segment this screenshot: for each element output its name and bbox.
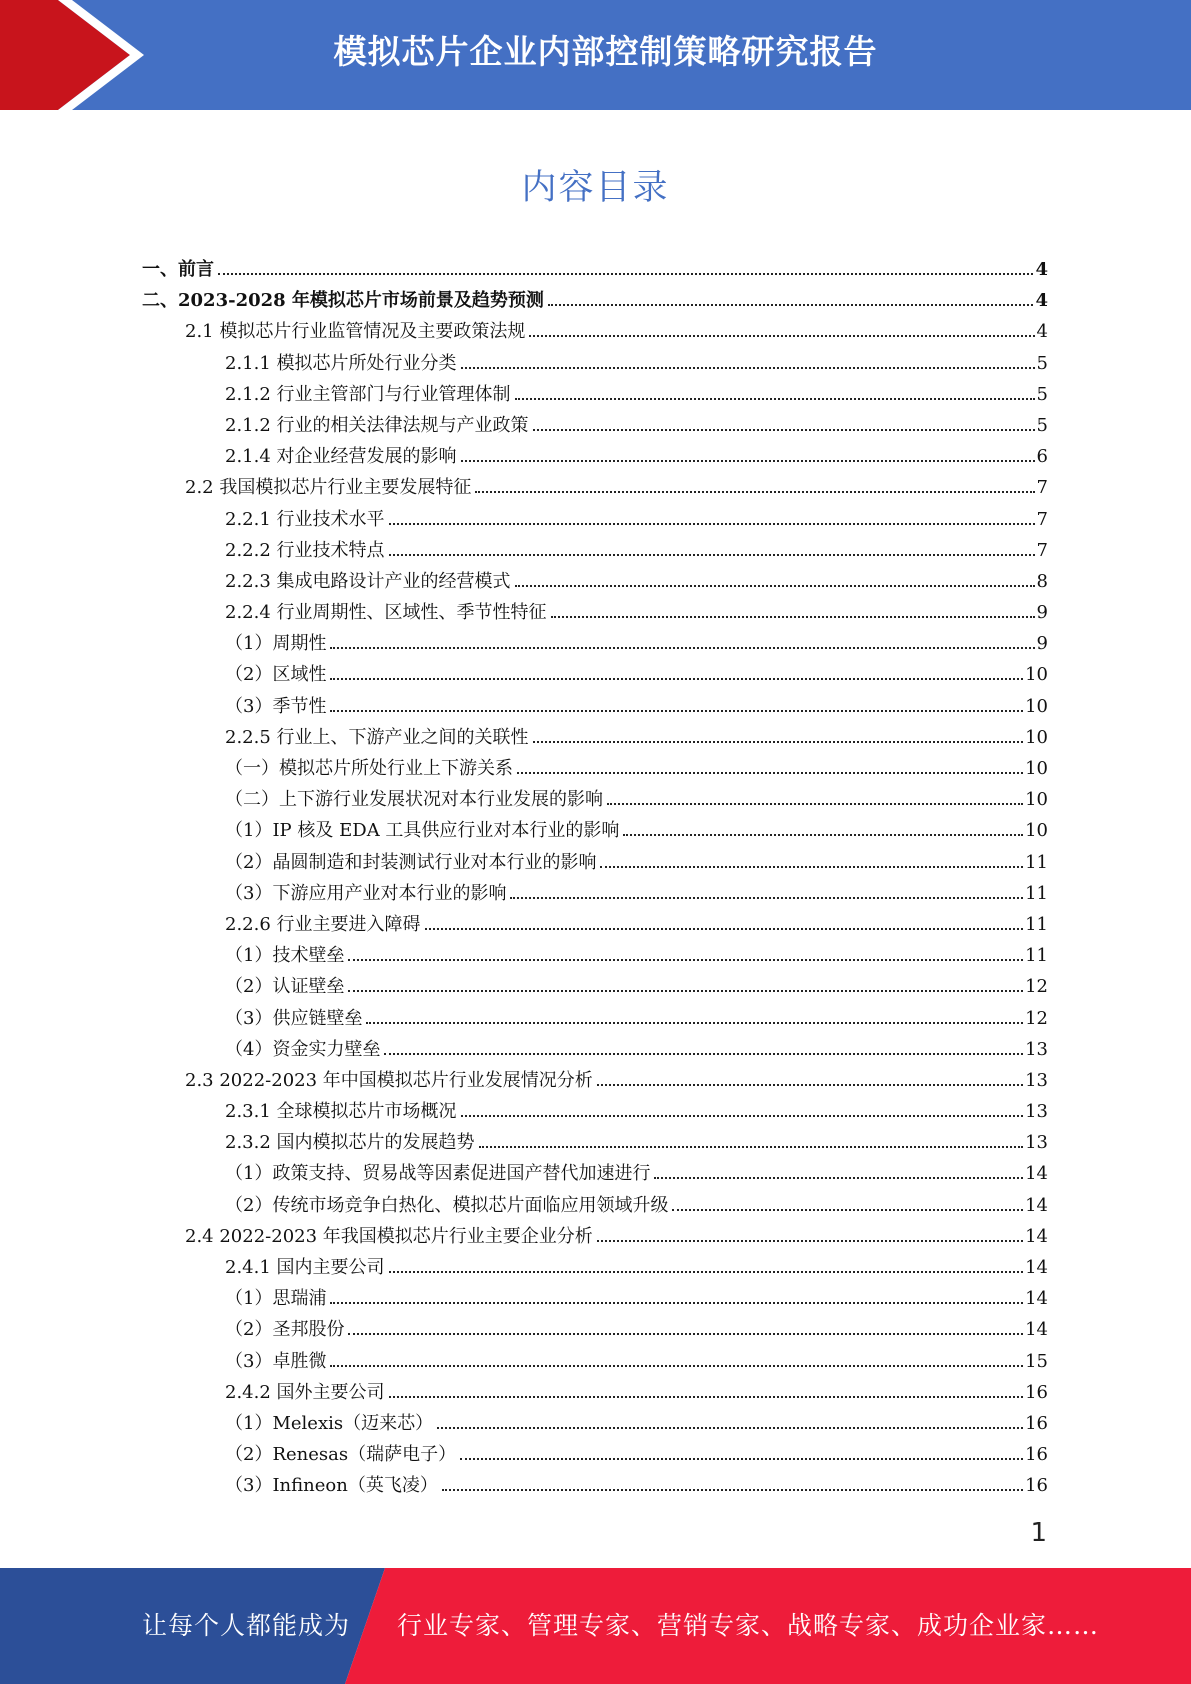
toc-entry-page: 16 [1025,1444,1048,1466]
toc-entry[interactable] [142,566,1048,597]
toc-entry[interactable] [142,1190,1048,1221]
toc-entry[interactable] [142,379,1048,410]
toc-entry[interactable] [142,1221,1048,1252]
toc-entry[interactable] [142,410,1048,441]
dot-leader [607,802,1023,805]
toc-entry[interactable] [142,1127,1048,1158]
toc-entry[interactable] [142,1377,1048,1408]
toc-entry-page: 6 [1036,446,1048,468]
page-number: 1 [1030,1518,1047,1548]
toc-entry-title: 2.1.2 行业的相关法律法规与产业政策 [225,414,529,436]
toc-entry[interactable] [142,815,1048,846]
toc-entry[interactable] [142,348,1048,379]
footer-band [0,1568,1191,1684]
toc-entry-title: （1）政策支持、贸易战等因素促进国产替代加速进行 [225,1163,651,1185]
toc-entry-title: 2.4.1 国内主要公司 [225,1257,385,1278]
dot-leader [529,334,1034,337]
toc-entry-page: 9 [1036,633,1048,655]
toc-entry-page: 14 [1025,1319,1048,1341]
toc-entry-title: （2）认证壁垒 [225,976,345,998]
toc-entry-page: 14 [1025,1288,1048,1310]
toc-entry-page: 16 [1025,1381,1048,1403]
dot-leader [600,865,1023,868]
toc-entry[interactable] [142,1439,1048,1470]
dot-leader [330,1301,1023,1304]
toc-heading: 内容目录 [521,168,670,208]
dot-leader [348,989,1023,992]
toc-entry-page: 5 [1036,414,1048,436]
toc-entry[interactable] [142,316,1048,347]
toc-entry[interactable] [142,753,1048,784]
dot-leader [597,1083,1023,1086]
toc-entry[interactable] [142,285,1048,316]
toc-entry-page: 5 [1036,383,1048,405]
toc-entry-page: 10 [1025,758,1048,779]
dot-leader [442,1488,1023,1491]
dot-leader [437,1426,1023,1429]
dot-leader [330,677,1023,680]
toc-entry-title: 2.2.1 行业技术水平 [225,508,385,530]
toc-entry-page: 16 [1025,1412,1048,1434]
report-title: 模拟芯片企业内部控制策略研究报告 [333,32,878,71]
toc-entry-page: 10 [1025,695,1048,717]
dot-leader [533,428,1035,431]
toc-entry-title: 2.1.1 模拟芯片所处行业分类 [225,352,457,374]
toc-entry-title: 2.2.6 行业主要进入障碍 [225,913,421,935]
toc-entry-title: 2.2.3 集成电路设计产业的经营模式 [225,570,511,592]
dot-leader [348,1332,1023,1335]
toc-entry-title: （1）Melexis（迈来芯） [225,1412,434,1434]
toc-entry-title: 2.3 2022-2023 年中国模拟芯片行业发展情况分析 [185,1069,593,1091]
toc-entry-title: （2）区域性 [225,664,327,686]
toc-entry-title: 2.3.1 全球模拟芯片市场概况 [225,1101,457,1123]
toc-entry-title: 一、前言 [142,259,214,280]
toc-entry-title: 2.2.5 行业上、下游产业之间的关联性 [225,726,529,748]
toc-entry[interactable] [142,909,1048,940]
toc-entry[interactable] [142,472,1048,503]
dot-leader [389,553,1035,556]
toc-entry[interactable] [142,784,1048,815]
dot-leader [654,1176,1023,1179]
toc-entry-page: 10 [1025,664,1048,686]
toc-entry-title: （3）季节性 [225,695,327,717]
toc-entry-page: 13 [1025,1038,1048,1060]
toc-entry[interactable] [142,1158,1048,1189]
toc-entry[interactable] [142,441,1048,472]
toc-entry[interactable] [142,659,1048,690]
dot-leader [389,1395,1024,1398]
dot-leader [389,522,1035,525]
toc-entry-page: 10 [1025,820,1048,842]
toc-entry[interactable] [142,1470,1048,1501]
toc-entry-title: （2）晶圆制造和封装测试行业对本行业的影响 [225,851,597,873]
toc-entry[interactable] [142,628,1048,659]
toc-entry[interactable] [142,878,1048,909]
toc-entry[interactable] [142,535,1048,566]
toc-entry-title: 2.2 我国模拟芯片行业主要发展特征 [185,477,472,499]
toc-entry-page: 7 [1036,477,1048,499]
toc-entry-page: 4 [1035,290,1048,312]
toc-entry-page: 8 [1036,570,1048,592]
dot-leader [461,366,1035,369]
toc-entry[interactable] [142,847,1048,878]
toc-entry-title: 2.3.2 国内模拟芯片的发展趋势 [225,1132,475,1154]
toc-entry-title: （3）下游应用产业对本行业的影响 [225,882,507,904]
toc-entry-title: 二、2023-2028 年模拟芯片市场前景及趋势预测 [142,290,544,312]
toc-entry-page: 13 [1025,1132,1048,1154]
toc-entry-title: （2）圣邦股份 [225,1319,345,1341]
dot-leader [384,1052,1023,1055]
toc-entry-title: （一）模拟芯片所处行业上下游关系 [225,758,513,779]
dot-leader [425,927,1024,930]
toc-entry-title: 2.1 模拟芯片行业监管情况及主要政策法规 [185,321,526,343]
toc-entry-page: 14 [1025,1163,1048,1185]
toc-entry-title: （二）上下游行业发展状况对本行业发展的影响 [225,789,603,811]
footer-slogan-left: 让每个人都能成为 [142,1611,351,1640]
toc-entry[interactable] [142,1003,1048,1034]
toc-entry-title: 2.2.4 行业周期性、区域性、季节性特征 [225,602,547,624]
toc-entry-title: 2.4.2 国外主要公司 [225,1381,385,1403]
toc-entry[interactable] [142,1034,1048,1065]
toc-entry-page: 15 [1025,1350,1048,1372]
dot-leader [461,459,1035,462]
toc-entry-page: 11 [1025,882,1048,904]
toc-entry-page: 13 [1025,1101,1048,1123]
toc-entry-page: 14 [1025,1257,1048,1278]
toc-entry-page: 14 [1025,1225,1048,1247]
toc-entry[interactable] [142,1252,1048,1283]
toc-entry-page: 5 [1036,352,1048,374]
dot-leader [366,1021,1023,1024]
toc-entry-page: 4 [1035,259,1048,280]
toc-entry-page: 10 [1025,789,1048,811]
dot-leader [597,1239,1023,1242]
toc-entry[interactable] [142,1314,1048,1345]
header-band [0,0,1191,110]
toc-entry-page: 16 [1025,1475,1048,1497]
toc-entry[interactable] [142,940,1048,971]
toc-entry[interactable] [142,254,1048,285]
toc-entry-title: （1）技术壁垒 [225,945,345,967]
toc-entry-page: 13 [1025,1069,1048,1091]
dot-leader [533,740,1024,743]
toc-entry-title: （1）IP 核及 EDA 工具供应行业对本行业的影响 [225,820,620,842]
toc-entry[interactable] [142,1096,1048,1127]
toc-entry[interactable] [142,971,1048,1002]
dot-leader [330,709,1023,712]
dot-leader [548,303,1034,306]
dot-leader [510,896,1023,899]
toc-entry-title: （2）Renesas（瑞萨电子） [225,1444,457,1466]
toc-entry-page: 12 [1025,1007,1048,1029]
toc-entry-title: （3）卓胜微 [225,1350,327,1372]
toc-entry-title: （3）供应链壁垒 [225,1007,363,1029]
dot-leader [330,1364,1023,1367]
toc-entry-title: 2.1.2 行业主管部门与行业管理体制 [225,383,511,405]
dot-leader [389,1270,1024,1273]
toc-entry-title: 2.1.4 对企业经营发展的影响 [225,446,457,468]
dot-leader [672,1208,1023,1211]
dot-leader [461,1114,1024,1117]
toc-entry-page: 4 [1036,321,1048,343]
toc-entry-page: 11 [1025,851,1048,873]
dot-leader [460,1457,1023,1460]
footer-slogan-right: 行业专家、管理专家、营销专家、战略专家、成功企业家…… [397,1611,1100,1640]
toc-entry[interactable] [142,691,1048,722]
dot-leader [218,272,1033,275]
toc-entry[interactable] [142,1065,1048,1096]
dot-leader [348,958,1023,961]
toc-entry-title: （1）思瑞浦 [225,1288,327,1310]
dot-leader [515,397,1035,400]
toc-entry-title: （3）Infineon（英飞凌） [225,1475,438,1497]
toc-entry-page: 11 [1025,913,1048,935]
toc-entry[interactable] [142,722,1048,753]
toc-entry-page: 14 [1025,1194,1048,1216]
dot-leader [479,1145,1024,1148]
toc-entry[interactable] [142,1283,1048,1314]
toc-entry[interactable] [142,1346,1048,1377]
toc-entry-page: 12 [1025,976,1048,998]
table-of-contents [142,254,1048,1502]
toc-entry-page: 7 [1036,508,1048,530]
toc-entry-page: 11 [1025,945,1048,967]
toc-entry[interactable] [142,1408,1048,1439]
toc-entry[interactable] [142,504,1048,535]
dot-leader [517,771,1023,774]
toc-entry-title: 2.4 2022-2023 年我国模拟芯片行业主要企业分析 [185,1225,593,1247]
toc-entry-title: （1）周期性 [225,633,327,655]
toc-entry-page: 7 [1036,539,1048,561]
dot-leader [551,615,1035,618]
toc-entry-title: （4）资金实力壁垒 [225,1038,381,1060]
dot-leader [475,490,1034,493]
toc-entry[interactable] [142,597,1048,628]
dot-leader [515,584,1035,587]
toc-entry-page: 9 [1036,602,1048,624]
toc-entry-title: （2）传统市场竞争白热化、模拟芯片面临应用领域升级 [225,1194,669,1216]
toc-entry-title: 2.2.2 行业技术特点 [225,539,385,561]
dot-leader [330,646,1034,649]
dot-leader [623,833,1023,836]
toc-entry-page: 10 [1025,726,1048,748]
